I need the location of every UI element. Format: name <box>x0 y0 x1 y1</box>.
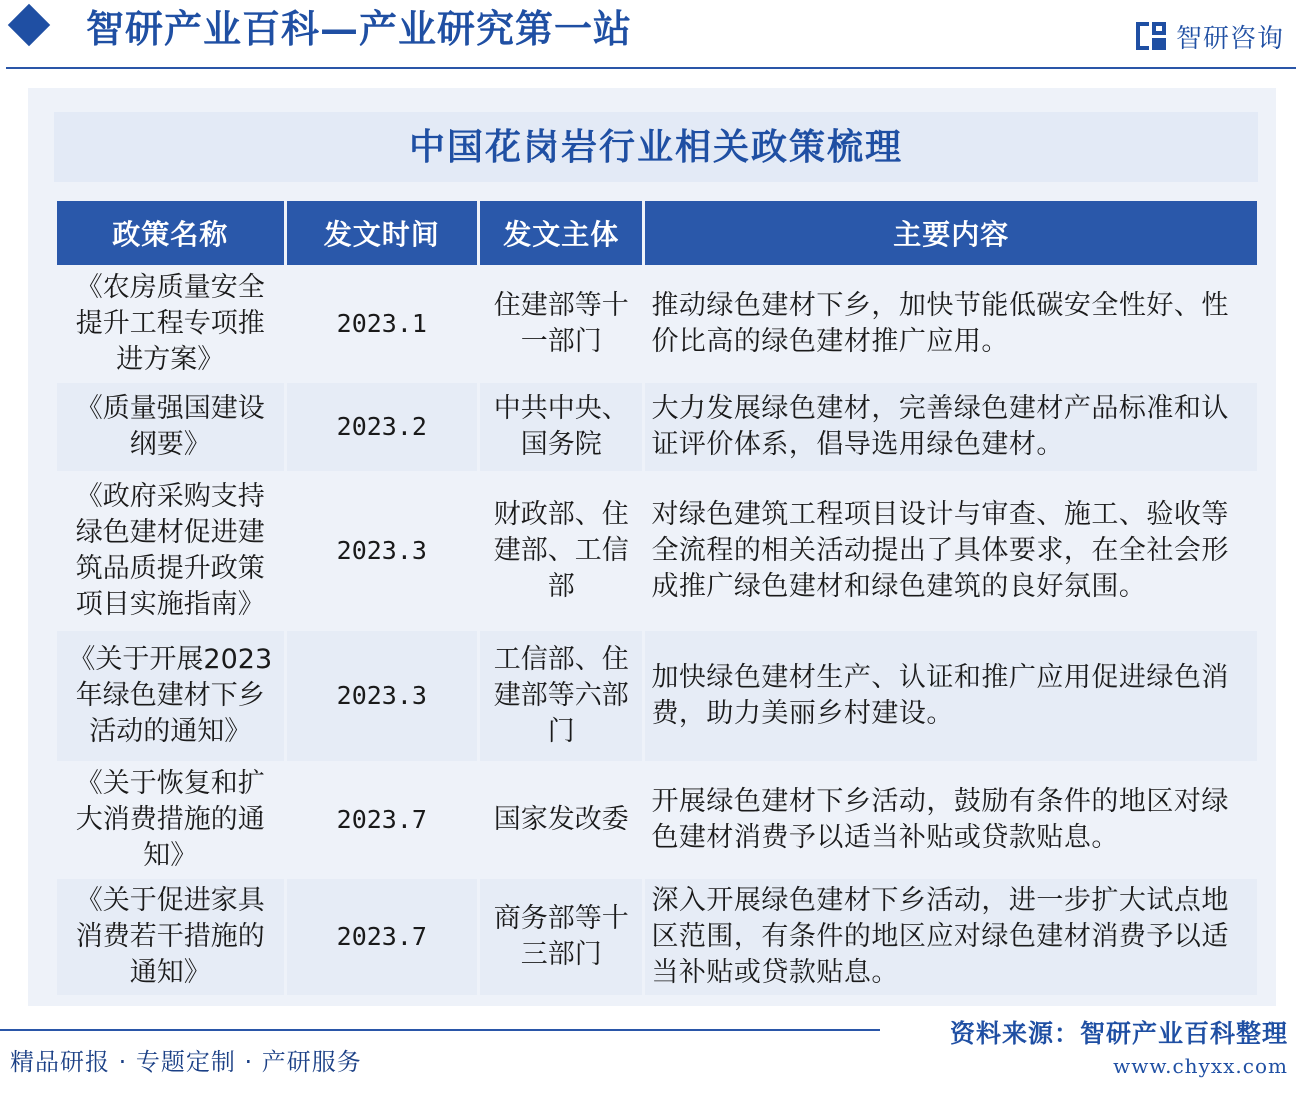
table-row <box>57 383 1257 471</box>
policy-name-cell: 《关于促进家具消费若干措施的通知》 <box>57 879 284 995</box>
policy-table <box>54 198 1260 998</box>
diamond-icon <box>8 4 50 46</box>
issue-date-cell: 2023.3 <box>287 474 477 628</box>
column-header-policy-name: 政策名称 <box>57 201 284 265</box>
issue-date-cell: 2023.7 <box>287 764 477 876</box>
policy-name-cell: 《关于恢复和扩大消费措施的通知》 <box>57 764 284 876</box>
brand[interactable] <box>1136 18 1284 54</box>
header-title: 智研产业百科—产业研究第一站 <box>86 6 633 51</box>
issuer-cell: 商务部等十三部门 <box>480 879 642 995</box>
column-header-issue-date: 发文时间 <box>287 201 477 265</box>
policy-name-cell: 《农房质量安全提升工程专项推进方案》 <box>57 268 284 380</box>
issuer-cell: 工信部、住建部等六部门 <box>480 631 642 761</box>
issue-date-cell: 2023.2 <box>287 383 477 471</box>
issuer-cell: 中共中央、国务院 <box>480 383 642 471</box>
table-title: 中国花岗岩行业相关政策梳理 <box>54 112 1258 182</box>
table-row <box>57 764 1257 876</box>
header-divider <box>6 67 1296 69</box>
table-row <box>57 879 1257 995</box>
main-content-cell: 开展绿色建材下乡活动，鼓励有条件的地区对绿色建材消费予以适当补贴或贷款贴息。 <box>645 764 1257 876</box>
policy-name-cell: 《政府采购支持绿色建材促进建筑品质提升政策项目实施指南》 <box>57 474 284 628</box>
main-content-cell: 深入开展绿色建材下乡活动，进一步扩大试点地区范围，有条件的地区应对绿色建材消费予以适当补贴或贷款贴息。 <box>645 879 1257 995</box>
table-row <box>57 474 1257 628</box>
table-header-row <box>57 201 1257 265</box>
main-content-cell: 加快绿色建材生产、认证和推广应用促进绿色消费，助力美丽乡村建设。 <box>645 631 1257 761</box>
footer-divider <box>0 1029 880 1031</box>
table-row <box>57 631 1257 761</box>
issue-date-cell: 2023.7 <box>287 879 477 995</box>
issue-date-cell: 2023.1 <box>287 268 477 380</box>
column-header-issuer: 发文主体 <box>480 201 642 265</box>
page-header <box>0 0 1302 70</box>
zhiyan-logo-icon <box>1136 20 1168 52</box>
column-header-main-content: 主要内容 <box>645 201 1257 265</box>
footer-url[interactable]: www.chyxx.com <box>1113 1054 1288 1078</box>
main-content-cell: 推动绿色建材下乡，加快节能低碳安全性好、性价比高的绿色建材推广应用。 <box>645 268 1257 380</box>
table-row <box>57 268 1257 380</box>
issuer-cell: 财政部、住建部、工信部 <box>480 474 642 628</box>
footer-tagline: 精品研报 · 专题定制 · 产研服务 <box>10 1048 362 1076</box>
main-content-cell: 大力发展绿色建材，完善绿色建材产品标准和认证评价体系，倡导选用绿色建材。 <box>645 383 1257 471</box>
brand-name: 智研咨询 <box>1175 23 1284 54</box>
issuer-cell: 住建部等十一部门 <box>480 268 642 380</box>
policy-name-cell: 《关于开展2023年绿色建材下乡活动的通知》 <box>57 631 284 761</box>
main-content-cell: 对绿色建筑工程项目设计与审查、施工、验收等全流程的相关活动提出了具体要求，在全社会形成推广绿色建材和绿色建筑的良好氛围。 <box>645 474 1257 628</box>
footer-source: 资料来源：智研产业百科整理 <box>949 1019 1288 1048</box>
policy-name-cell: 《质量强国建设纲要》 <box>57 383 284 471</box>
issue-date-cell: 2023.3 <box>287 631 477 761</box>
issuer-cell: 国家发改委 <box>480 764 642 876</box>
